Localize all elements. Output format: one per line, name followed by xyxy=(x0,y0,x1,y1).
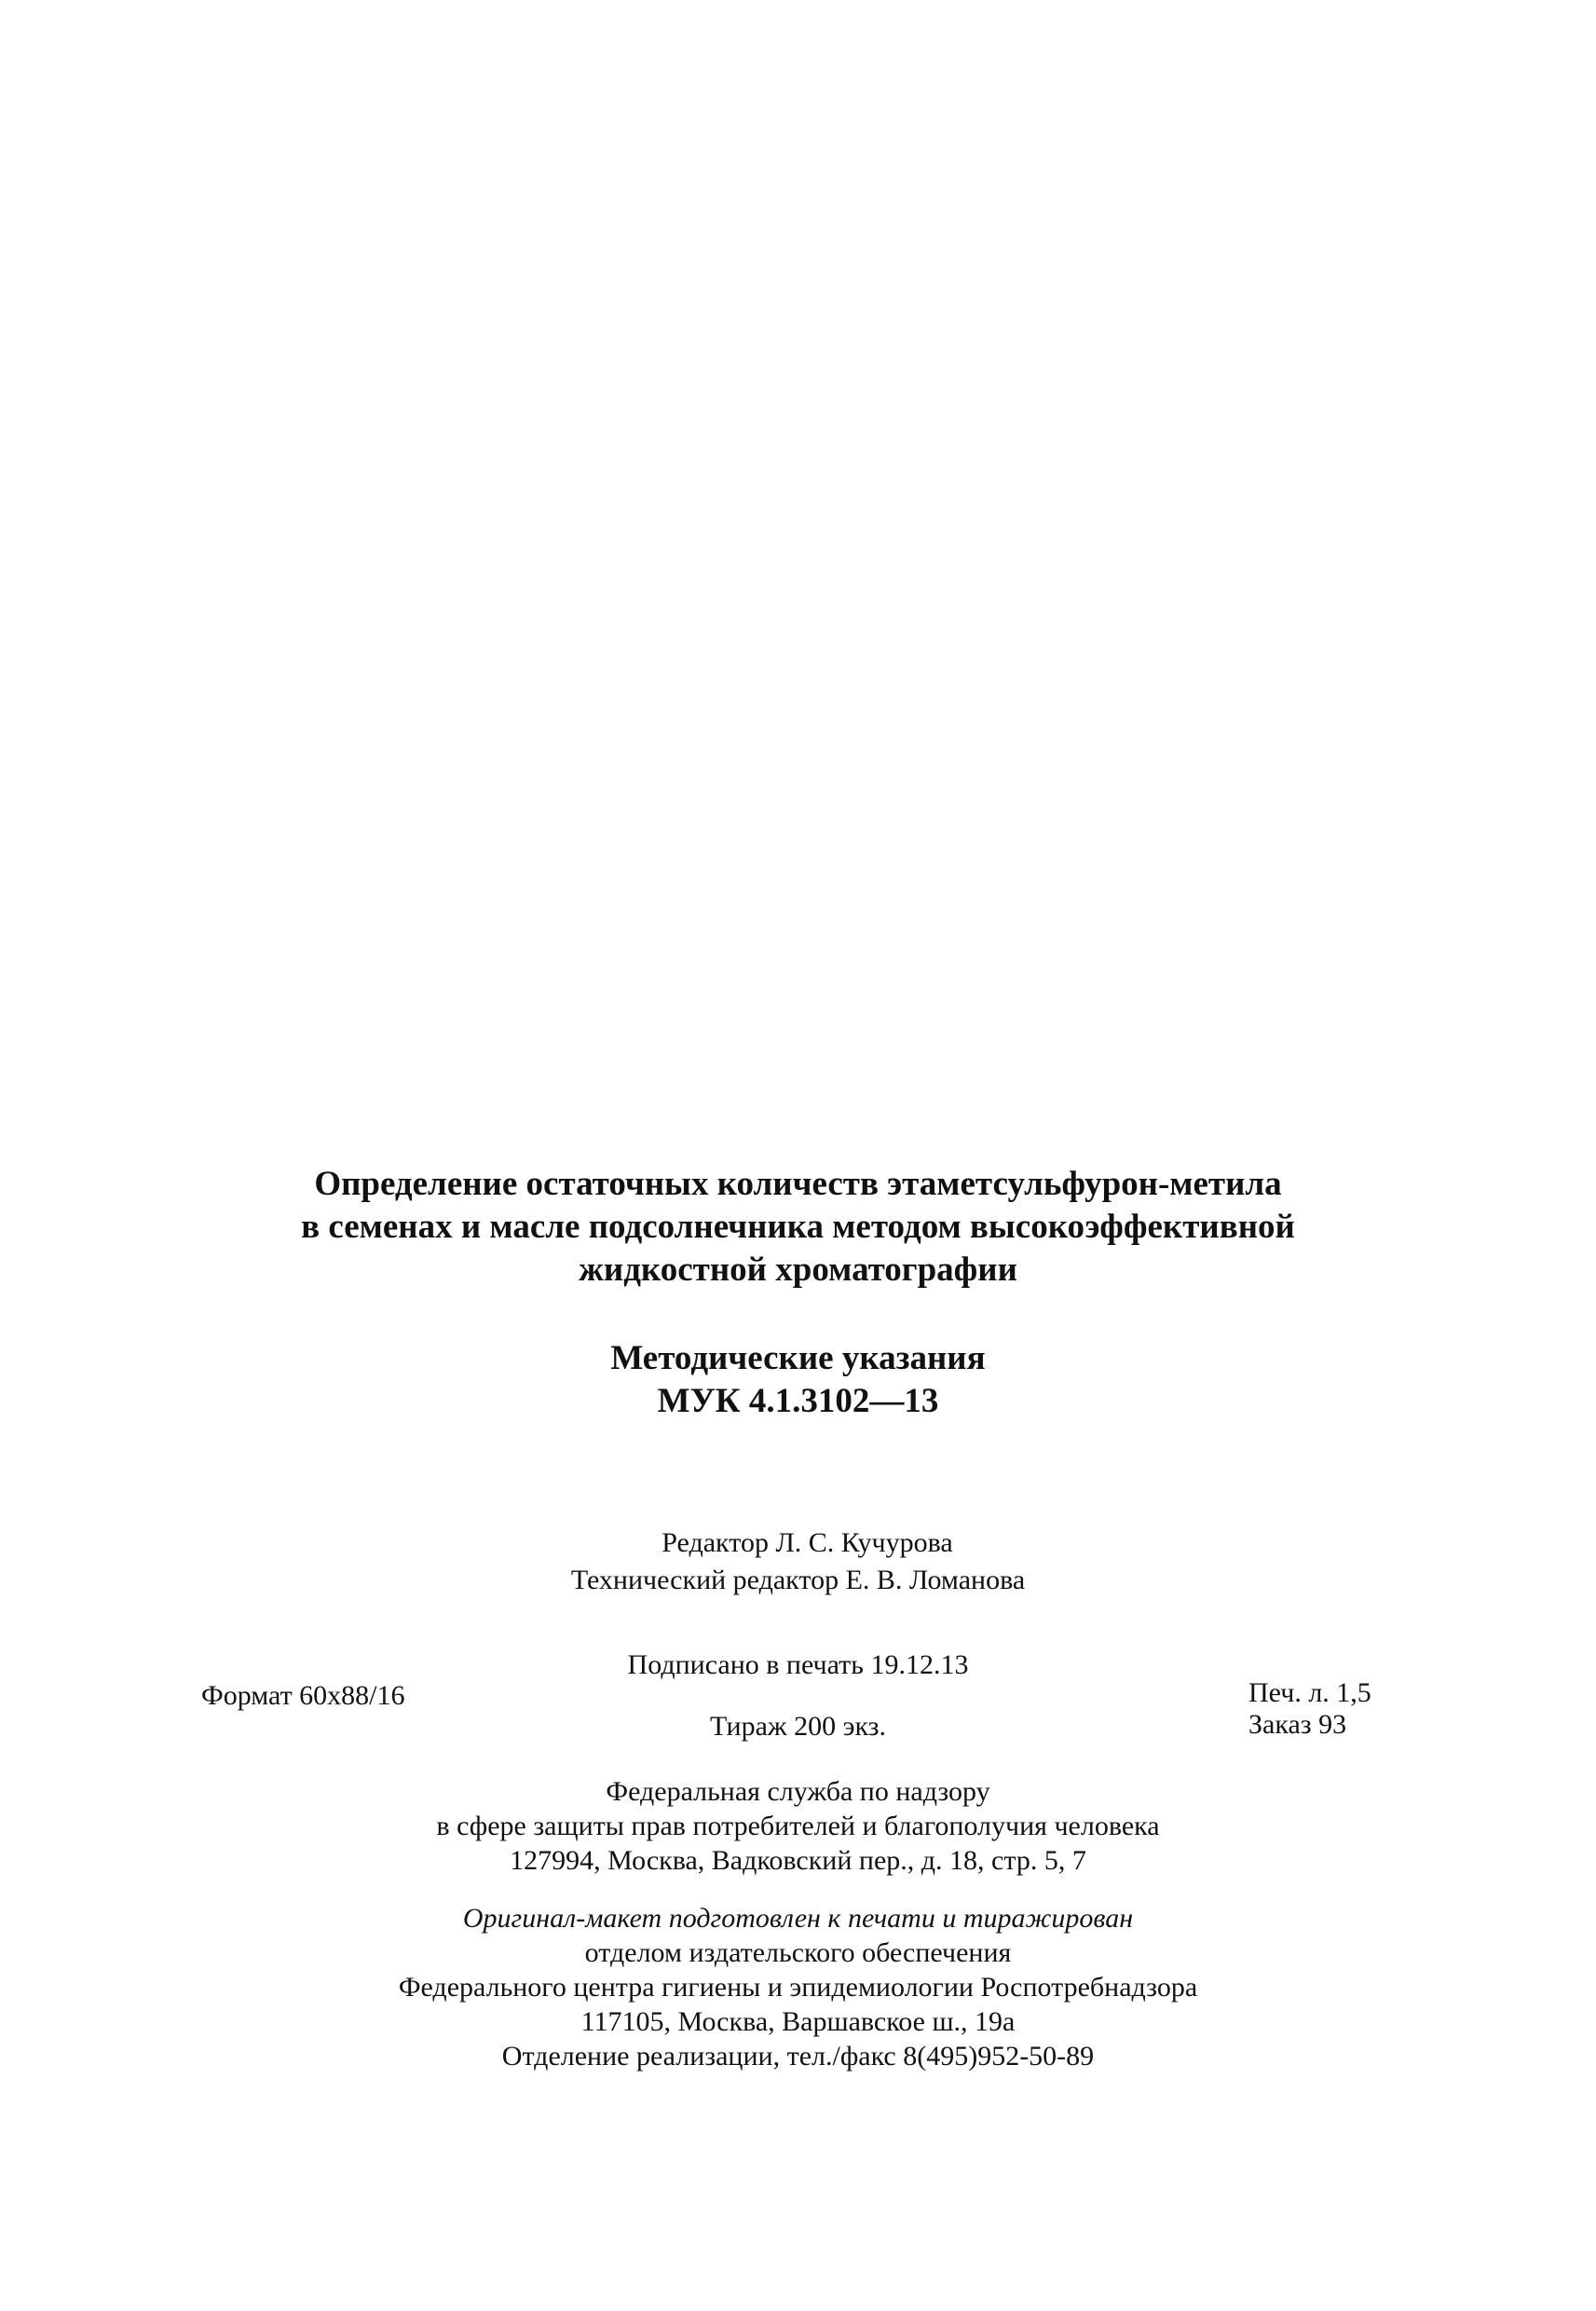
document-title xyxy=(0,1163,1596,1292)
editors xyxy=(0,1525,1596,1599)
document-subtitle xyxy=(0,1337,1596,1423)
maker-line-3: Федерального центра гигиены и эпидемиологии Роспотребнадзора xyxy=(398,1972,1198,2003)
publisher-line-2: в сфере защиты прав потребителей и благополучия человека xyxy=(436,1811,1160,1841)
title-line-2: в семенах и масле подсолнечника методом высокоэффективной xyxy=(301,1208,1295,1246)
publisher-address: 127994, Москва, Вадковский пер., д. 18, стр. 5, 7 xyxy=(510,1845,1086,1876)
publisher-line-1: Федеральная служба по надзору xyxy=(606,1776,990,1807)
title-line-1: Определение остаточных количеств этаметсульфурон-метила xyxy=(314,1165,1282,1203)
print-format: Формат 60x88/16 xyxy=(201,1680,405,1711)
tech-editor-line: Технический редактор Е. В. Ломанова xyxy=(570,1565,1026,1595)
maker-line-2: отделом издательского обеспечения xyxy=(584,1937,1012,1968)
imprint-right-column xyxy=(1248,1677,1371,1741)
signed-to-print: Подписано в печать 19.12.13 xyxy=(627,1649,969,1680)
circulation: Тираж 200 экз. xyxy=(709,1711,887,1742)
publisher xyxy=(0,1774,1596,1878)
sales-contact: Отделение реализации, тел./факс 8(495)952-50-89 xyxy=(501,2041,1095,2072)
printed-sheets: Печ. л. 1,5 xyxy=(1248,1677,1371,1708)
layout-maker xyxy=(0,1901,1596,2073)
document-code: МУК 4.1.3102—13 xyxy=(657,1382,939,1420)
title-line-3: жидкостной хроматографии xyxy=(579,1251,1017,1289)
maker-address: 117105, Москва, Варшавское ш., 19а xyxy=(580,2006,1016,2037)
order-number: Заказ 93 xyxy=(1248,1709,1347,1740)
maker-line-1: Оригинал-макет подготовлен к печати и тиражирован xyxy=(462,1903,1134,1934)
document-kind: Методические указания xyxy=(610,1339,986,1377)
editor-line: Редактор Л. С. Кучурова xyxy=(662,1527,953,1558)
